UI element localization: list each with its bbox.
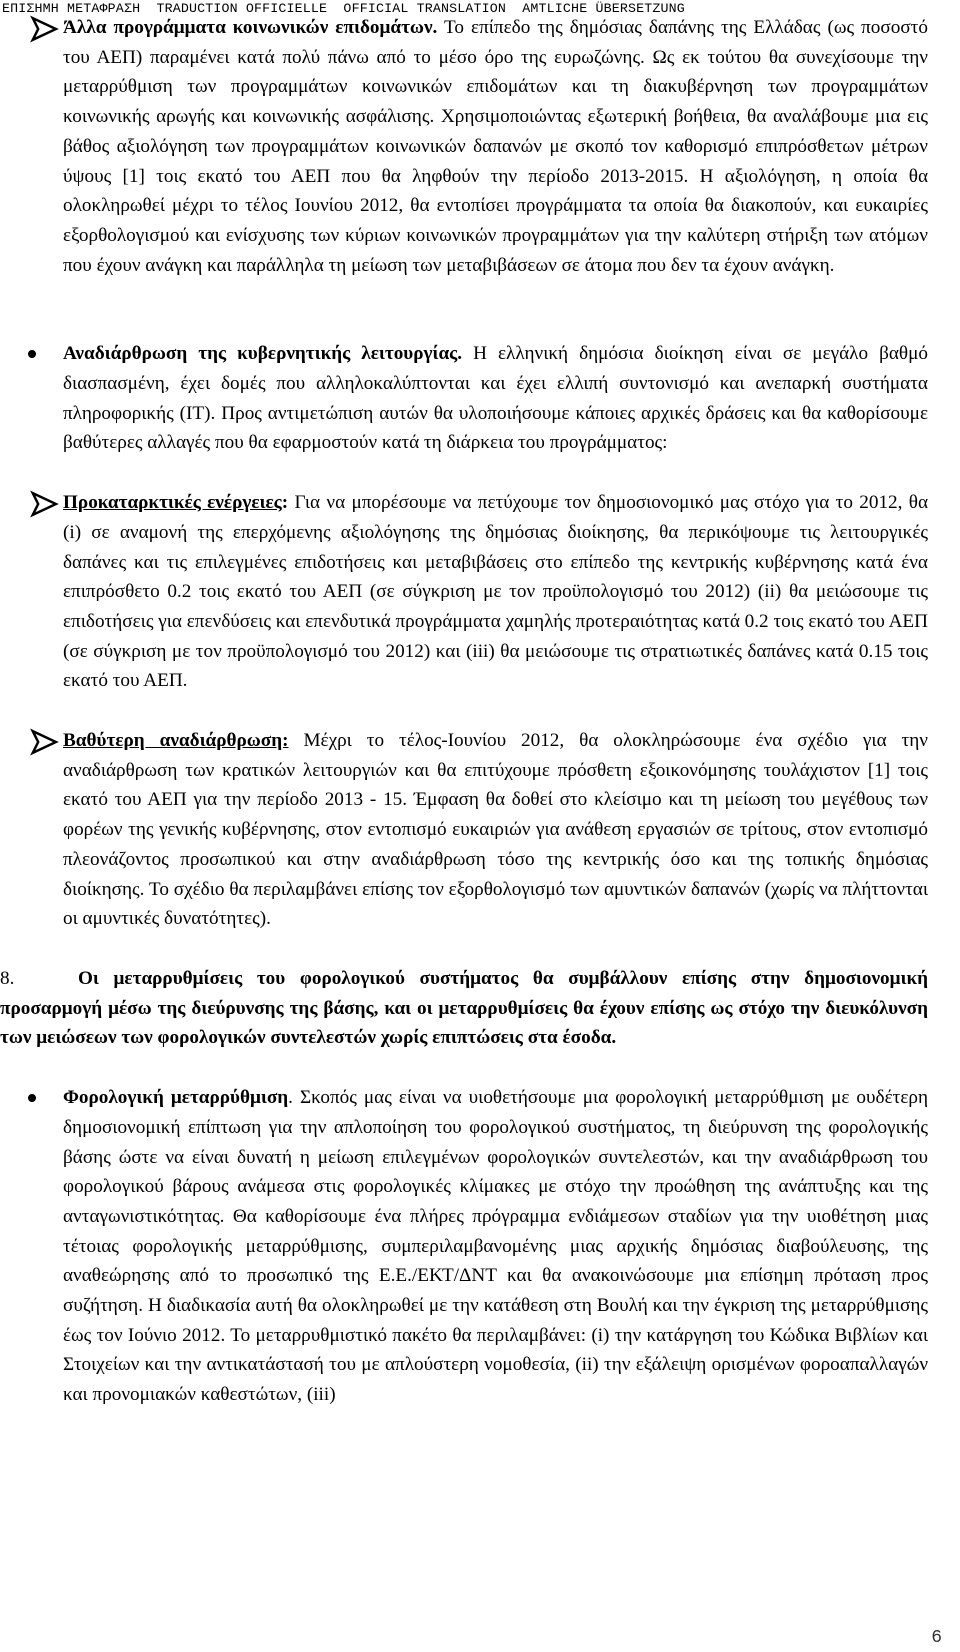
bullet-item-government-restructuring — [30, 339, 928, 458]
item-body: Το επίπεδο της δημόσιας δαπάνης της Ελλάδας (ως ποσοστό του ΑΕΠ) παραμένει κατά πολύ πάνω από το μέσο όρο της ευρωζώνης. Ως εκ τούτου θα συνεχίσουμε την μεταρρύθμιση των προγραμμάτων κοινωνικών επιδομάτων και τη διακυβέρνηση των προγραμμάτων κοινωνικής αρωγής και κοινωνικής ασφάλισης. Χρησιμοποιώντας εξωτερική βοήθεια, θα αναλάβουμε μια εις βάθος αξιολόγηση των προγραμμάτων κοινωνικών δαπανών με σκοπό τον καθορισμό επιπρόσθετων μέτρων ύψους [1] τοις εκατό του ΑΕΠ που θα ληφθούν την περίοδο 2013-2015. Η αξιολόγηση, η οποία θα ολοκληρωθεί μέχρι το τέλος Ιουνίου 2012, θα εντοπίσει προγράμματα τα οποία θα διακοπούν, και ευκαιρίες εξορθολογισμού και ενίσχυσης των κύριων κοινωνικών προγραμμάτων για την καλύτερη στήριξη των ατόμων που έχουν ανάγκη και παράλληλα τη μείωση των μεταβιβάσεων σε άτομα που δεν τα έχουν ανάγκη. — [63, 17, 928, 276]
translation-header: ΕΠΙΣΗΜΗ ΜΕΤΑΦΡΑΣΗ TRADUCTION OFFICIELLE OFFICIAL TRANSLATION AMTLICHE ÜBERSETZUNG — [2, 1, 685, 16]
item-title: Φορολογική μεταρρύθμιση — [63, 1087, 289, 1109]
item-body: Για να μπορέσουμε να πετύχουμε τον δημοσιονομικό μας στόχο για το 2012, θα (i) σε αναμονή της επερχόμενης αξιολόγησης της δημόσιας διοίκησης, θα περικόψουμε τις λειτουργικές δαπάνες και τις επιλεγμένες επιδοτήσεις και μεταβιβάσεις στο επίπεδο της κεντρικής κυβέρνησης κατά ένα επιπρόσθετο 0.2 τοις εκατό του ΑΕΠ (σε σύγκριση με τον προϋπολογισμό του 2012) (ii) θα μειώσουμε τις επιδοτήσεις για επενδύσεις και επενδυτικά προγράμματα χαμηλής προτεραιότητας κατά 0.2 τοις εκατό του ΑΕΠ (σε σύγκριση με τον προϋπολογισμό του 2012) και (iii) θα μειώσουμε τις στρατιωτικές δαπάνες κατά 0.15 τοις εκατό του ΑΕΠ. — [63, 492, 929, 692]
bullet-dot-icon — [28, 350, 36, 358]
title-dot: . — [288, 1087, 293, 1109]
item-title: Αναδιάρθρωση της κυβερνητικής λειτουργίας. — [63, 343, 463, 365]
arrow-item-other-benefits — [30, 13, 928, 280]
section-8-paragraph — [0, 964, 928, 1053]
item-body: Σκοπός μας είναι να υιοθετήσουμε μια φορολογική μεταρρύθμιση με ουδέτερη δημοσιονομική επίπτωση για την απλοποίηση του φορολογικού συστήματος, τη διεύρυνση της φορολογικής βάσης ώστε να είναι δυνατή η μείωση επιλεγμένων φορολογικών συντελεστών, και την αναδιάρθρωση του φορολογικού βάρους ανάμεσα στις φορολογικές κλίμακες με στόχο την προώθηση της ανάπτυξης και της ανταγωνιστικότητας. Θα καθορίσουμε ένα πλήρες πρόγραμμα ενδιάμεσων σταδίων για την υιοθέτηση μιας τέτοιας φορολογικής μεταρρύθμισης, συμπεριλαμβανομένης μιας αρχικής δημόσιας διαβούλευσης, της αναθεώρησης από το προσωπικό της Ε.Ε./ΕΚΤ/ΔΝΤ και θα ανακοινώσουμε μια επίσημη πρόταση προς συζήτηση. Η διαδικασία αυτή θα ολοκληρωθεί με την κατάθεση στη Βουλή και την έγκριση της μεταρρύθμισης έως τον Ιούνιο 2012. Το μεταρρυθμιστικό πακέτο θα περιλαμβάνει: (i) την κατάργηση του Κώδικα Βιβλίων και Στοιχείων και την αντικατάστασή του με απλούστερη νομοθεσία, (ii) την εξάλειψη ορισμένων φοροαπαλλαγών και προνομιακών καθεστώτων, (iii) — [63, 1087, 929, 1406]
page-number: 6 — [931, 1628, 942, 1648]
bullet-item-tax-reform — [30, 1083, 928, 1410]
item-title: Προκαταρκτικές ενέργειες — [63, 492, 282, 514]
item-title: Βαθύτερη αναδιάρθρωση: — [63, 730, 289, 752]
item-title: Άλλα προγράμματα κοινωνικών επιδομάτων. — [63, 17, 438, 38]
arrow-bullet-icon — [30, 14, 60, 44]
section-text: Οι μεταρρυθμίσεις του φορολογικού συστήματος θα συμβάλλουν επίσης στην δημοσιονομική προσαρμογή μέσω της διεύρυνσης της βάσης, και οι μεταρρυθμίσεις θα έχουν επίσης ως στόχο την διευκόλυνση των μειώσεων των φορολογικών συντελεστών χωρίς επιπτώσεις στα έσοδα. — [0, 967, 928, 1049]
bullet-dot-icon — [28, 1094, 36, 1102]
section-number: 8. — [0, 967, 15, 989]
item-body: Η ελληνική δημόσια διοίκηση είναι σε μεγάλο βαθμό διασπασμένη, έχει δομές που αλληλοκαλύπτονται και έχει ελλιπή συντονισμό και ανεπαρκή συστήματα πληροφορικής (IT). Προς αντιμετώπιση αυτών θα υλοποιήσουμε κάποιες αρχικές δράσεις και θα καθορίσουμε βαθύτερες αλλαγές που θα εφαρμοστούν κατά τη διάρκεια του προγράμματος: — [63, 343, 929, 454]
arrow-bullet-icon — [30, 727, 60, 757]
document-body — [0, 13, 929, 1410]
arrow-item-deeper-restructuring — [30, 726, 928, 934]
arrow-bullet-icon — [30, 489, 60, 519]
arrow-item-preliminary-actions — [30, 488, 928, 696]
title-colon: : — [281, 492, 289, 514]
item-body: Μέχρι το τέλος-Ιουνίου 2012, θα ολοκληρώσουμε ένα σχέδιο για την αναδιάρθρωση των κρατικών λειτουργιών και θα επιτύχουμε πρόσθετη εξοικονόμησης τουλάχιστον [1] τοις εκατό του ΑΕΠ για την περίοδο 2013 - 15. Έμφαση θα δοθεί στο κλείσιμο και τη μείωση του μεγέθους των φορέων της γενικής κυβέρνησης, στον εντοπισμό ευκαιριών για ανάθεση εργασιών σε τρίτους, στον εντοπισμό πλεονάζοντος προσωπικού και στην αναδιάρθρωση τόσο της κεντρικής όσο και της τοπικής δημόσιας διοίκησης. Το σχέδιο θα περιλαμβάνει επίσης τον εξορθολογισμό των αμυντικών δαπανών (χωρίς να πλήττονται οι αμυντικές δυνατότητες). — [63, 730, 928, 930]
